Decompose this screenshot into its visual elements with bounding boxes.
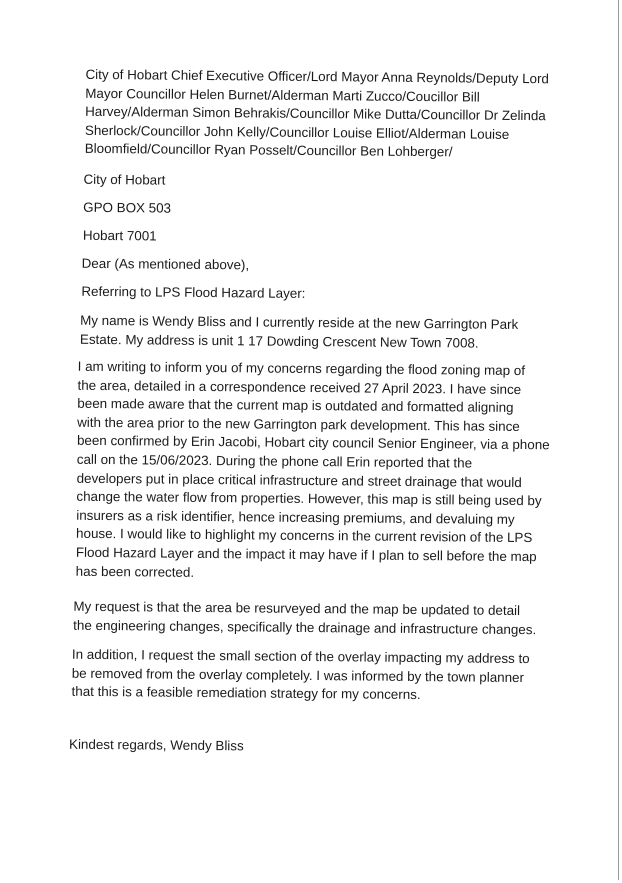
recipient-name: City of Hobart bbox=[83, 171, 166, 188]
addressee-list: City of Hobart Chief Executive Officer/Lord Mayor Anna Reynolds/Deputy Lord Mayor Councillor Helen Burnet/Alderman Marti Zucco/Coucillor Bill Harvey/Alderman Simon Behrakis/Councillor Mike Dutta/Councillor Dr Zelinda Sherlock/Councillor John Kelly/Councillor Louise Elliot/Alderman Louise Bloomfield/Councillor Ryan Posselt/Councillor Ben Lohberger/ bbox=[84, 66, 550, 160]
recipient-po-box: GPO BOX 503 bbox=[83, 199, 172, 216]
signoff: Kindest regards, Wendy Bliss bbox=[68, 736, 244, 754]
paragraph-introduction: My name is Wendy Bliss and I currently reside at the new Garrington Park Estate. My address is unit 1 17 Dowding Crescent New Town 7008. bbox=[79, 312, 519, 351]
paragraph-request: My request is that the area be resurveyed and the map be updated to detail the engineering changes, specifically the drainage and infrastructure changes. bbox=[73, 598, 537, 637]
scan-edge-line bbox=[618, 0, 619, 880]
paragraph-additional-request: In addition, I request the small section of the overlay impacting my address to be removed from the overlay completely. I was informed by the town planner that this is a feasible remediation strategy for my concerns. bbox=[71, 646, 530, 703]
recipient-city: Hobart 7001 bbox=[82, 227, 157, 244]
paragraph-concerns: I am writing to inform you of my concerns regarding the flood zoning map of the area, detailed in a correspondence received 27 April 2023. I have since been made aware that the current map is outdated and formatted aligning with the area prior to the new Garrington park development. This has since been confirmed by Erin Jacobi, Hobart city council Senior Engineer, via a phone call on the 15/06/2023. During the phone call Erin reported that the developers put in place critical infrastructure and street drainage that would change the water flow from properties. However, this map is still being used by insurers as a risk identifier, hence increasing premiums, and devaluing my house. I would like to highlight my concerns in the current revision of the LPS Flood Hazard Layer and the impact it may have if I plan to sell before the map has been corrected. bbox=[75, 358, 550, 580]
salutation: Dear (As mentioned above), bbox=[81, 255, 250, 273]
subject-line: Referring to LPS Flood Hazard Layer: bbox=[81, 283, 306, 301]
